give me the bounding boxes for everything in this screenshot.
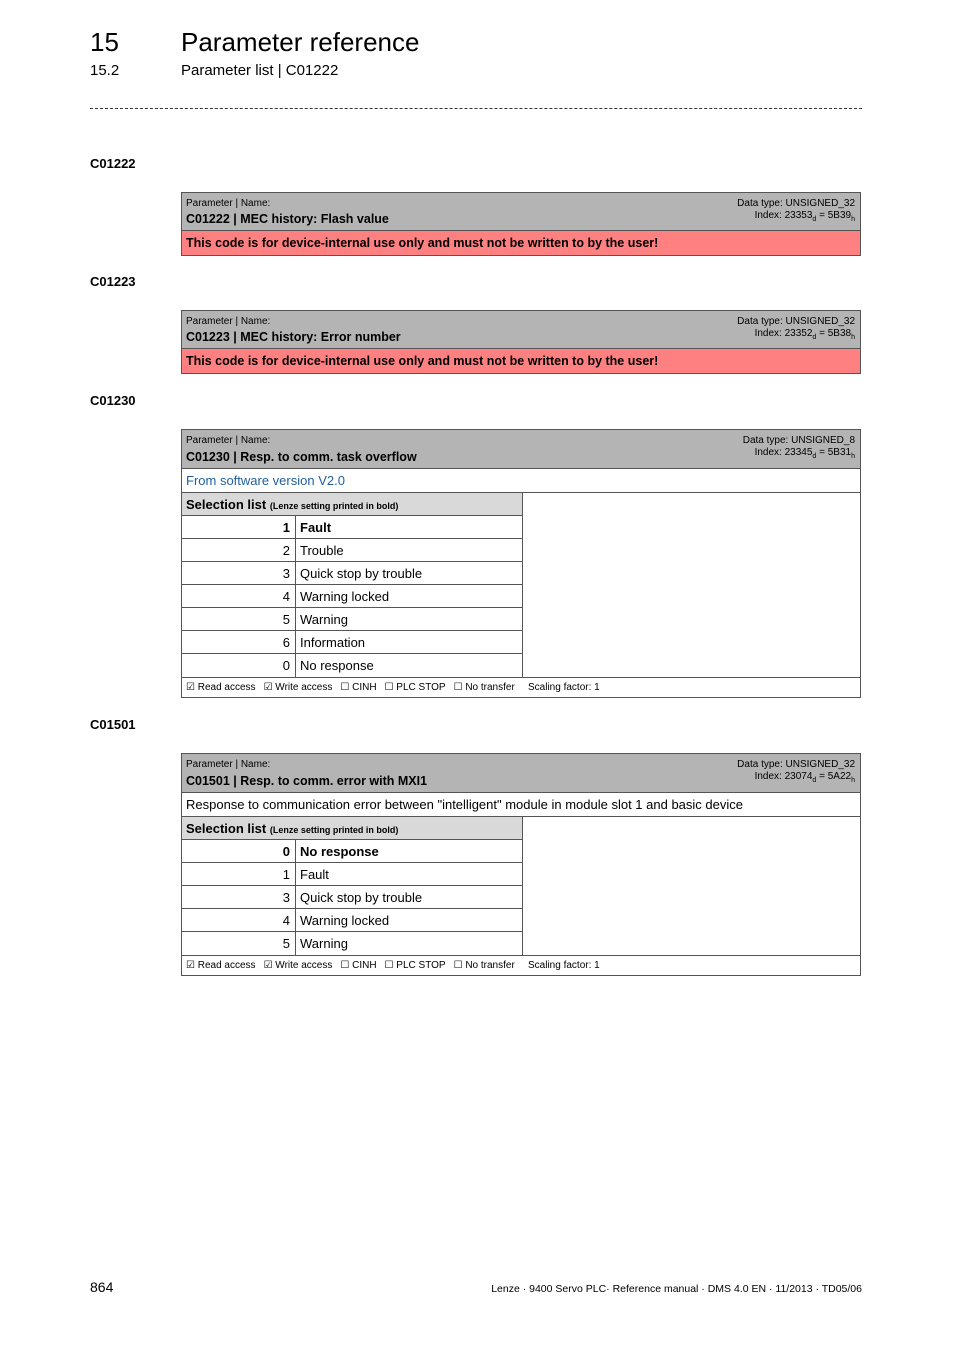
selection-row: 6 Information [182,631,523,654]
parameter-label: Parameter | Name: [186,435,271,446]
selection-row: 3 Quick stop by trouble [182,562,523,585]
selection-row: 5 Warning [182,932,523,955]
selection-list [182,817,860,956]
selection-header: Selection list (Lenze setting printed in bold) [182,493,523,516]
selection-row: 4 Warning locked [182,909,523,932]
selection-header: Selection list (Lenze setting printed in bold) [182,817,523,840]
selection-row: 3 Quick stop by trouble [182,886,523,909]
page-number: 864 [90,1279,114,1295]
access-footer: ☑ Read access ☑ Write access ☐ CINH ☐ PLC STOP ☐ No transfer Scaling factor: 1 [186,682,600,693]
code-heading: C01501 [90,717,136,732]
selection-row: 1 Fault [182,516,523,539]
parameter-header [182,754,860,793]
parameter-index: Index: $23353_d = 5B39_h$ [754,210,855,223]
parameter-table [181,192,861,256]
chapter-number: 15 [90,27,119,57]
parameter-name: C01223 | MEC history: Error number [186,330,401,344]
selection-row: 0 No response [182,840,523,863]
selection-row: 1 Fault [182,863,523,886]
parameter-label: Parameter | Name: [186,316,271,327]
parameter-table [181,753,861,976]
parameter-name: C01230 | Resp. to comm. task overflow [186,450,417,464]
data-type: Data type: UNSIGNED_32 [737,198,855,209]
parameter-label: Parameter | Name: [186,759,271,770]
parameter-table [181,310,861,374]
section-title: Parameter list | C01222 [181,62,339,79]
parameter-index: Index: $23345_d = 5B31_h$ [754,447,855,460]
version-info: From software version V2.0 [182,469,860,493]
parameter-index: Index: $23352_d = 5B38_h$ [754,328,855,341]
selection-row: 0 No response [182,654,523,677]
parameter-description: Response to communication error between "intelligent" module in module slot 1 and basic device [182,793,860,817]
page-footer: Lenze · 9400 Servo PLC· Reference manual · DMS 4.0 EN · 11/2013 · TD05/06 [491,1283,862,1295]
section-number: 15.2 [90,62,120,79]
code-heading: C01230 [90,393,136,408]
warning-row: This code is for device-internal use only and must not be written to by the user! [182,349,860,373]
code-heading: C01223 [90,274,136,289]
warning-row: This code is for device-internal use only and must not be written to by the user! [182,231,860,255]
parameter-label: Parameter | Name: [186,198,271,209]
selection-row: 2 Trouble [182,539,523,562]
parameter-header [182,430,860,469]
parameter-header [182,193,860,231]
code-heading: C01222 [90,156,136,171]
data-type: Data type: UNSIGNED_32 [737,316,855,327]
data-type: Data type: UNSIGNED_32 [737,759,855,770]
parameter-name: C01501 | Resp. to comm. error with MXI1 [186,774,428,788]
header-divider [90,108,862,109]
selection-list [182,493,860,678]
parameter-header [182,311,860,349]
parameter-table [181,429,861,698]
parameter-name: C01222 | MEC history: Flash value [186,212,389,226]
parameter-index: Index: $23074_d = 5A22_h$ [754,771,855,784]
data-type: Data type: UNSIGNED_8 [742,435,855,446]
selection-row: 5 Warning [182,608,523,631]
chapter-title: Parameter reference [181,27,420,57]
selection-row: 4 Warning locked [182,585,523,608]
access-footer: ☑ Read access ☑ Write access ☐ CINH ☐ PLC STOP ☐ No transfer Scaling factor: 1 [186,960,600,971]
